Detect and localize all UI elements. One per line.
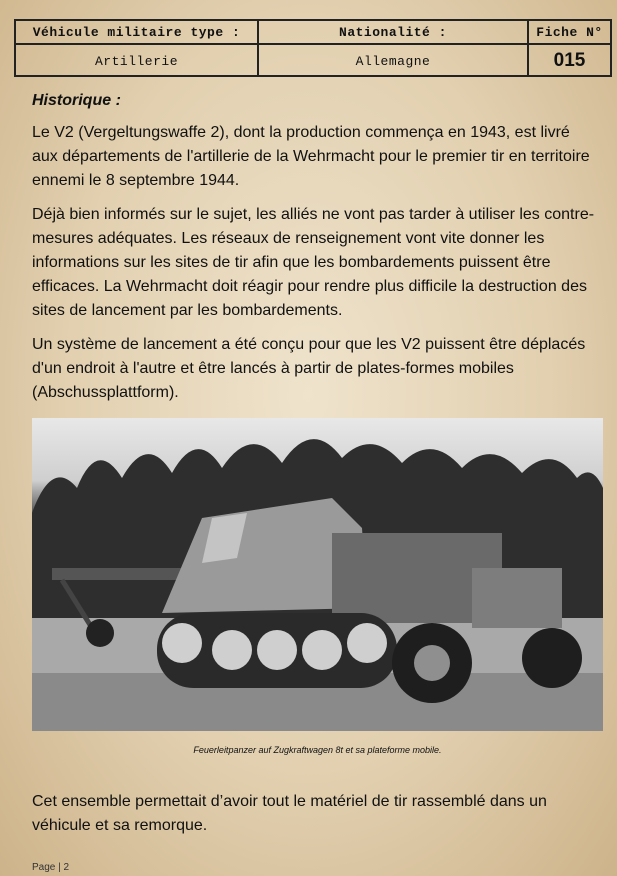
closing-paragraph: Cet ensemble permettait d’avoir tout le matériel de tir rassemblé dans un véhicule et sa remorque. [32,793,547,834]
paragraph: Déjà bien informés sur le sujet, les alliés ne vont pas tarder à utiliser les contre-mesures adéquates. Les réseaux de renseignement vont vite donner les informations sur les sites de tir afin que les bombardements puissent être efficaces. La Wehrmacht doit réagir pour rendre plus difficile la destruction des sites de lancement par les bombardements. [32,206,595,319]
header-table [14,19,612,77]
nationality-value: Allemagne [259,45,529,77]
sheet-number-label: Fiche N° [529,21,610,45]
photo-caption: Feuerleitpanzer auf Zugkraftwagen 8t et sa plateforme mobile. [193,745,442,755]
section-title: Historique : [32,92,121,109]
vehicle-type-label: Véhicule militaire type : [16,21,259,45]
vehicle-type-value: Artillerie [16,45,259,77]
paragraph: Le V2 (Vergeltungswaffe 2), dont la production commença en 1943, est livré aux départements de l'artillerie de la Wehrmacht pour le premier tir en territoire ennemi le 8 septembre 1944. [32,124,590,189]
page-footer: Page | 2 [32,862,70,873]
main-content [32,92,600,415]
sheet-number-value: 015 [553,50,586,71]
paragraph: Un système de lancement a été conçu pour que les V2 puissent être déplacés d'un endroit à l'autre et être lancés à partir de plates-formes mobiles (Abschussplattform). [32,336,586,401]
nationality-label: Nationalité : [259,21,529,45]
vehicle-photo [32,418,603,731]
